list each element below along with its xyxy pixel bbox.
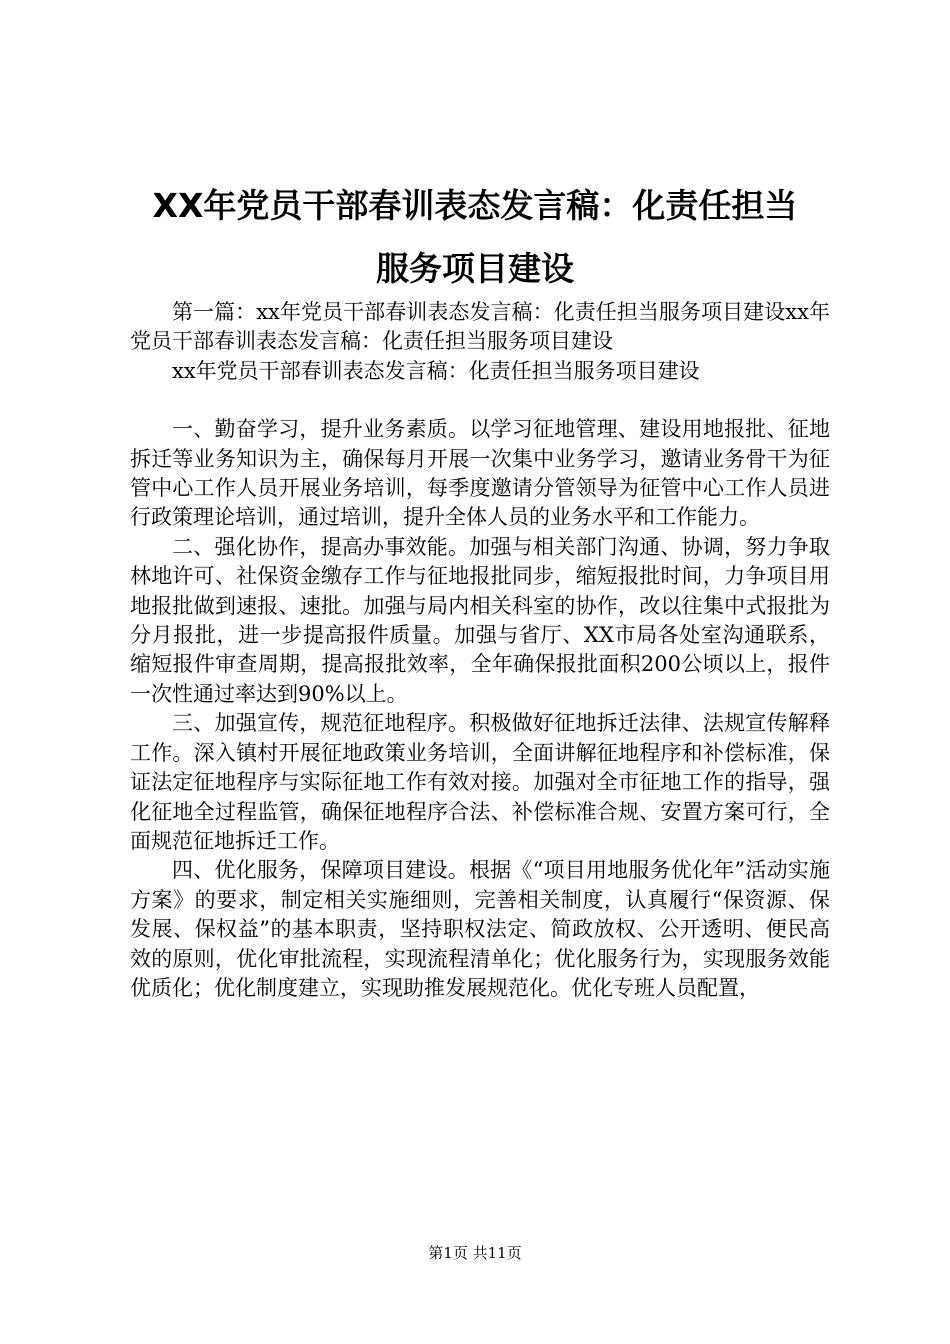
paragraph-section-4: 四、优化服务，保障项目建设。根据《“项目用地服务优化年”活动实施方案》的要求，制定相关实施细则，完善相关制度，认真履行“保资源、保发展、保权益”的基本职责，坚持职权法定、简政放权、公开透明、便民高效的原则，优化审批流程，实现流程清单化；优化服务行为，实现服务效能优质化；优化制度建立，实现助推发展规范化。优化专班人员配置，: [130, 858, 830, 1000]
document-title-line-1: XX年党员干部春训表态发言稿：化责任担当: [152, 186, 798, 225]
paragraph-section-2: 二、强化协作，提高办事效能。加强与相关部门沟通、协调，努力争取林地许可、社保资金缴存工作与征地报批同步，缩短报批时间，力争项目用地报批做到速报、速批。加强与局内相关科室的协作，改以往集中式报批为分月报批，进一步提高报件质量。加强与省厅、XX市局各处室沟通联系，缩短报件审查周期，提高报批效率，全年确保报批面积200公顷以上，报件一次性通过率达到90%以上。: [130, 534, 830, 706]
document-body: [130, 298, 830, 1003]
paragraph-subtitle: xx年党员干部春训表态发言稿：化责任担当服务项目建设: [172, 358, 700, 383]
paragraph-intro: 第一篇：xx年党员干部春训表态发言稿：化责任担当服务项目建设xx年党员干部春训表态发言稿：化责任担当服务项目建设: [130, 300, 830, 354]
page-footer: 第1页 共11页: [428, 1244, 522, 1262]
paragraph-section-1: 一、勤奋学习，提升业务素质。以学习征地管理、建设用地报批、征地拆迁等业务知识为主，确保每月开展一次集中业务学习，邀请业务骨干为征管中心工作人员开展业务培训，每季度邀请分管领导为征管中心工作人员进行政策理论培训，通过培训，提升全体人员的业务水平和工作能力。: [130, 417, 830, 530]
document-title-line-2: 服务项目建设: [376, 249, 574, 288]
paragraph-section-3: 三、加强宣传，规范征地程序。积极做好征地拆迁法律、法规宣传解释工作。深入镇村开展征地政策业务培训，全面讲解征地程序和补偿标准，保证法定征地程序与实际征地工作有效对接。加强对全市征地工作的指导，强化征地全过程监管，确保征地程序合法、补偿标准合规、安置方案可行，全面规范征地拆迁工作。: [130, 711, 830, 853]
